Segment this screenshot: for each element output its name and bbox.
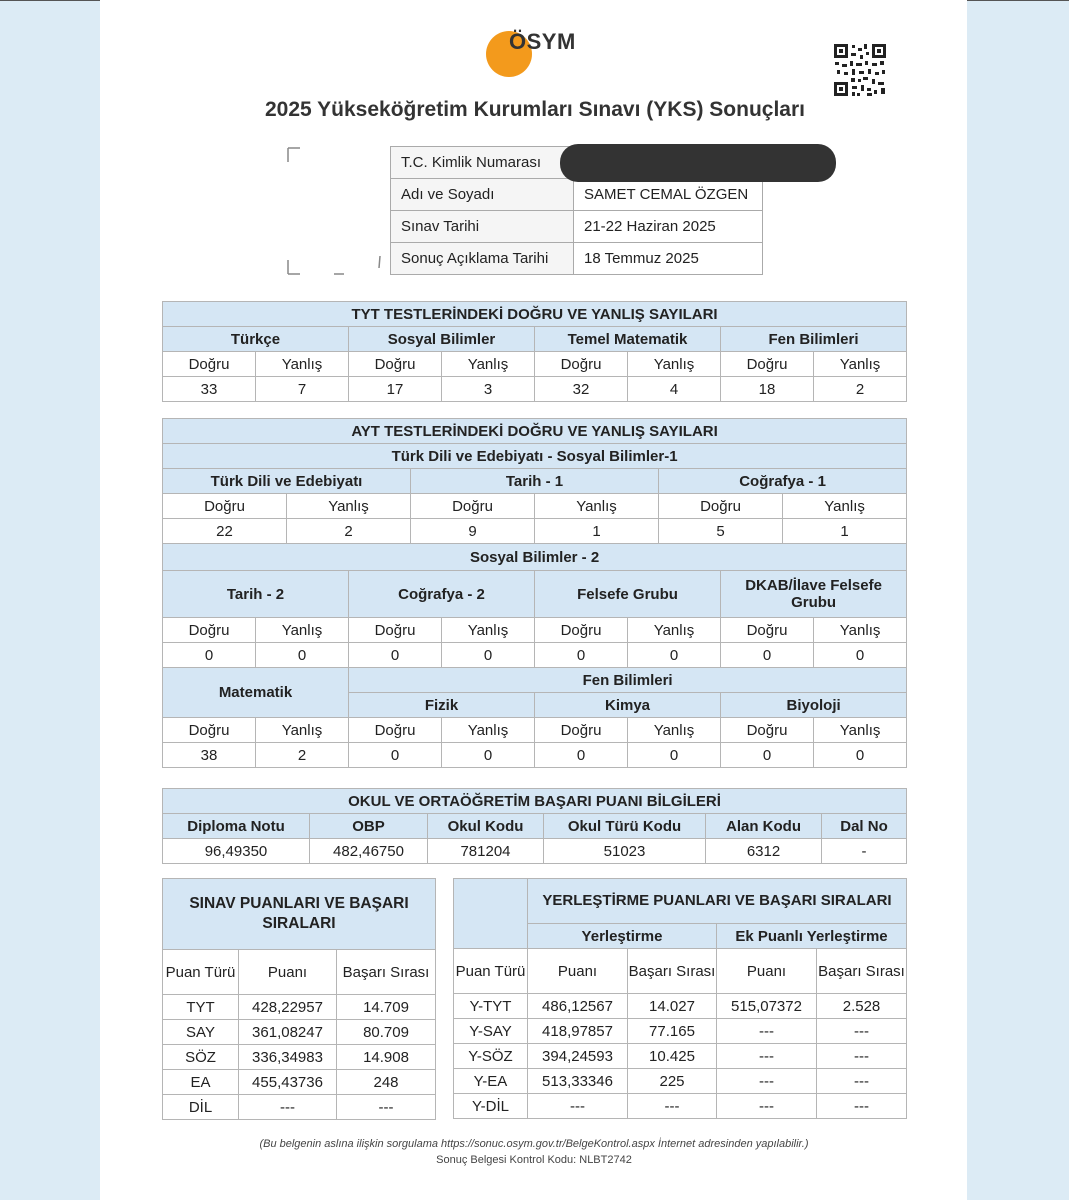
sira-value: ---: [628, 1094, 717, 1119]
yanlis-value: 0: [442, 743, 535, 768]
ek-sira-value: ---: [817, 1019, 907, 1044]
puan-turu: EA: [163, 1070, 239, 1095]
dogru-value: 0: [349, 643, 442, 668]
yer-corner: [454, 879, 528, 949]
dogru-label: Doğru: [721, 618, 814, 643]
dogru-label: Doğru: [721, 352, 814, 377]
control-code: Sonuç Belgesi Kontrol Kodu: NLBT2742: [436, 1154, 632, 1166]
ayt-test-name: Tarih - 1: [411, 469, 659, 494]
dogru-label: Doğru: [349, 618, 442, 643]
sira-value: 14.709: [337, 995, 436, 1020]
puan-value: 418,97857: [528, 1019, 628, 1044]
puan-value: ---: [528, 1094, 628, 1119]
yanlis-label: Yanlış: [256, 618, 349, 643]
verification-note: (Bu belgenin aslına ilişkin sorgulama https://sonuc.osym.gov.tr/BelgeKontrol.aspx İnternet adresinden yapılabilir.): [259, 1138, 809, 1150]
dogru-value: 5: [659, 519, 783, 544]
sira-value: 10.425: [628, 1044, 717, 1069]
yanlis-label: Yanlış: [814, 618, 907, 643]
ayt-test-name: Türk Dili ve Edebiyatı: [163, 469, 411, 494]
col-puani: Puanı: [528, 949, 628, 994]
okul-col-label: Dal No: [822, 814, 907, 839]
col-ek-puani: Puanı: [717, 949, 817, 994]
logo-text: ÖSYM: [509, 29, 576, 54]
yanlis-label: Yanlış: [814, 718, 907, 743]
okul-col-label: Alan Kodu: [706, 814, 822, 839]
puan-value: ---: [239, 1095, 337, 1120]
redaction-bar: [560, 144, 836, 182]
dogru-label: Doğru: [535, 352, 628, 377]
photo-placeholder: [284, 144, 384, 278]
sira-value: 248: [337, 1070, 436, 1095]
puan-turu: SÖZ: [163, 1045, 239, 1070]
yanlis-label: Yanlış: [535, 494, 659, 519]
ayt-table: [162, 418, 907, 768]
dogru-value: 0: [535, 743, 628, 768]
tyt-table: [162, 301, 907, 402]
ek-puan-value: ---: [717, 1069, 817, 1094]
dogru-label: Doğru: [163, 618, 256, 643]
info-value-exam-date: 21-22 Haziran 2025: [574, 211, 763, 243]
yanlis-label: Yanlış: [287, 494, 411, 519]
dogru-value: 0: [721, 643, 814, 668]
okul-title: OKUL VE ORTAÖĞRETİM BAŞARI PUANI BİLGİLERİ: [163, 789, 907, 814]
sira-value: ---: [337, 1095, 436, 1120]
ayt-test-name: Kimya: [535, 693, 721, 718]
puan-turu: Y-EA: [454, 1069, 528, 1094]
yanlis-value: 7: [256, 377, 349, 402]
sira-value: 225: [628, 1069, 717, 1094]
sira-value: 77.165: [628, 1019, 717, 1044]
col-basari-sirasi: Başarı Sırası: [337, 950, 436, 995]
ayt-test-name: Biyoloji: [721, 693, 907, 718]
dogru-label: Doğru: [535, 618, 628, 643]
yanlis-label: Yanlış: [628, 718, 721, 743]
ayt-test-name: Coğrafya - 2: [349, 571, 535, 618]
puan-turu: Y-TYT: [454, 994, 528, 1019]
puan-turu: Y-DİL: [454, 1094, 528, 1119]
dogru-label: Doğru: [349, 718, 442, 743]
yanlis-label: Yanlış: [442, 352, 535, 377]
puan-value: 394,24593: [528, 1044, 628, 1069]
dogru-value: 0: [349, 743, 442, 768]
okul-col-value: 781204: [428, 839, 544, 864]
ayt-test-name: Coğrafya - 1: [659, 469, 907, 494]
dogru-label: Doğru: [163, 494, 287, 519]
yanlis-value: 0: [442, 643, 535, 668]
ek-sira-value: ---: [817, 1094, 907, 1119]
yerlestirme-table: [453, 878, 907, 1119]
col-puan-turu: Puan Türü: [163, 950, 239, 995]
okul-table: [162, 788, 907, 864]
info-label-tc: T.C. Kimlik Numarası: [391, 147, 574, 179]
ayt-test-name: DKAB/İlave Felsefe Grubu: [721, 571, 907, 618]
dogru-label: Doğru: [659, 494, 783, 519]
okul-col-label: OBP: [310, 814, 428, 839]
puan-value: 428,22957: [239, 995, 337, 1020]
okul-col-label: Diploma Notu: [163, 814, 310, 839]
puan-value: 513,33346: [528, 1069, 628, 1094]
puan-turu: TYT: [163, 995, 239, 1020]
yanlis-value: 3: [442, 377, 535, 402]
ayt-fen-title: Fen Bilimleri: [349, 668, 907, 693]
okul-col-value: -: [822, 839, 907, 864]
dogru-label: Doğru: [163, 718, 256, 743]
yanlis-value: 0: [814, 643, 907, 668]
dogru-value: 33: [163, 377, 256, 402]
yanlis-value: 1: [535, 519, 659, 544]
yanlis-label: Yanlış: [442, 718, 535, 743]
col-basari-sirasi: Başarı Sırası: [628, 949, 717, 994]
ayt-group2-title: Sosyal Bilimler - 2: [163, 544, 907, 571]
ayt-test-name: Matematik: [163, 668, 349, 718]
ayt-group1-title: Türk Dili ve Edebiyatı - Sosyal Bilimler-1: [163, 444, 907, 469]
yanlis-value: 2: [287, 519, 411, 544]
puan-value: 455,43736: [239, 1070, 337, 1095]
yanlis-value: 2: [814, 377, 907, 402]
ayt-test-name: Felsefe Grubu: [535, 571, 721, 618]
okul-col-label: Okul Türü Kodu: [544, 814, 706, 839]
yanlis-value: 0: [628, 643, 721, 668]
ek-puan-value: ---: [717, 1019, 817, 1044]
yanlis-value: 0: [814, 743, 907, 768]
yanlis-label: Yanlış: [442, 618, 535, 643]
ek-sira-value: ---: [817, 1069, 907, 1094]
okul-col-label: Okul Kodu: [428, 814, 544, 839]
dogru-label: Doğru: [349, 352, 442, 377]
dogru-value: 32: [535, 377, 628, 402]
ek-puan-value: ---: [717, 1044, 817, 1069]
okul-col-value: 51023: [544, 839, 706, 864]
yanlis-label: Yanlış: [628, 352, 721, 377]
sira-value: 14.908: [337, 1045, 436, 1070]
yanlis-value: 2: [256, 743, 349, 768]
dogru-value: 0: [163, 643, 256, 668]
okul-col-value: 96,49350: [163, 839, 310, 864]
yanlis-value: 0: [256, 643, 349, 668]
yanlis-label: Yanlış: [256, 718, 349, 743]
dogru-label: Doğru: [535, 718, 628, 743]
tyt-test-name: Türkçe: [163, 327, 349, 352]
dogru-value: 0: [535, 643, 628, 668]
dogru-value: 9: [411, 519, 535, 544]
yanlis-value: 0: [628, 743, 721, 768]
dogru-value: 22: [163, 519, 287, 544]
dogru-label: Doğru: [411, 494, 535, 519]
osym-logo: [484, 26, 604, 78]
puan-value: 361,08247: [239, 1020, 337, 1045]
okul-col-value: 6312: [706, 839, 822, 864]
okul-col-value: 482,46750: [310, 839, 428, 864]
yer-sub-yerlestirme: Yerleştirme: [528, 924, 717, 949]
ek-sira-value: 2.528: [817, 994, 907, 1019]
ek-puan-value: ---: [717, 1094, 817, 1119]
ayt-test-name: Tarih - 2: [163, 571, 349, 618]
yanlis-value: 4: [628, 377, 721, 402]
puan-value: 486,12567: [528, 994, 628, 1019]
document-title: 2025 Yükseköğretim Kurumları Sınavı (YKS) Sonuçları: [265, 98, 805, 121]
dogru-label: Doğru: [721, 718, 814, 743]
puan-value: 336,34983: [239, 1045, 337, 1070]
yanlis-label: Yanlış: [256, 352, 349, 377]
puan-turu: Y-SAY: [454, 1019, 528, 1044]
tyt-title: TYT TESTLERİNDEKİ DOĞRU VE YANLIŞ SAYILARI: [163, 302, 907, 327]
tyt-test-name: Fen Bilimleri: [721, 327, 907, 352]
puan-turu: SAY: [163, 1020, 239, 1045]
info-label-name: Adı ve Soyadı: [391, 179, 574, 211]
ek-sira-value: ---: [817, 1044, 907, 1069]
info-label-result-date: Sonuç Açıklama Tarihi: [391, 243, 574, 275]
puan-turu: Y-SÖZ: [454, 1044, 528, 1069]
yanlis-value: 1: [783, 519, 907, 544]
info-value-result-date: 18 Temmuz 2025: [574, 243, 763, 275]
sira-value: 14.027: [628, 994, 717, 1019]
dogru-label: Doğru: [163, 352, 256, 377]
dogru-value: 17: [349, 377, 442, 402]
dogru-value: 38: [163, 743, 256, 768]
yanlis-label: Yanlış: [783, 494, 907, 519]
puan-turu: DİL: [163, 1095, 239, 1120]
info-label-exam-date: Sınav Tarihi: [391, 211, 574, 243]
sinav-title: SINAV PUANLARI VE BAŞARI SIRALARI: [163, 879, 436, 950]
sinav-puanlari-table: [162, 878, 436, 1120]
yer-sub-ek-puanli: Ek Puanlı Yerleştirme: [717, 924, 907, 949]
info-value-name: SAMET CEMAL ÖZGEN: [574, 179, 763, 211]
tyt-test-name: Temel Matematik: [535, 327, 721, 352]
dogru-value: 0: [721, 743, 814, 768]
sira-value: 80.709: [337, 1020, 436, 1045]
tyt-test-name: Sosyal Bilimler: [349, 327, 535, 352]
col-puani: Puanı: [239, 950, 337, 995]
yanlis-label: Yanlış: [628, 618, 721, 643]
col-puan-turu: Puan Türü: [454, 949, 528, 994]
qr-code-icon: [832, 42, 888, 98]
dogru-value: 18: [721, 377, 814, 402]
ek-puan-value: 515,07372: [717, 994, 817, 1019]
yanlis-label: Yanlış: [814, 352, 907, 377]
col-ek-basari-sirasi: Başarı Sırası: [817, 949, 907, 994]
ayt-test-name: Fizik: [349, 693, 535, 718]
ayt-title: AYT TESTLERİNDEKİ DOĞRU VE YANLIŞ SAYILARI: [163, 419, 907, 444]
yer-title: YERLEŞTİRME PUANLARI VE BAŞARI SIRALARI: [528, 879, 907, 924]
